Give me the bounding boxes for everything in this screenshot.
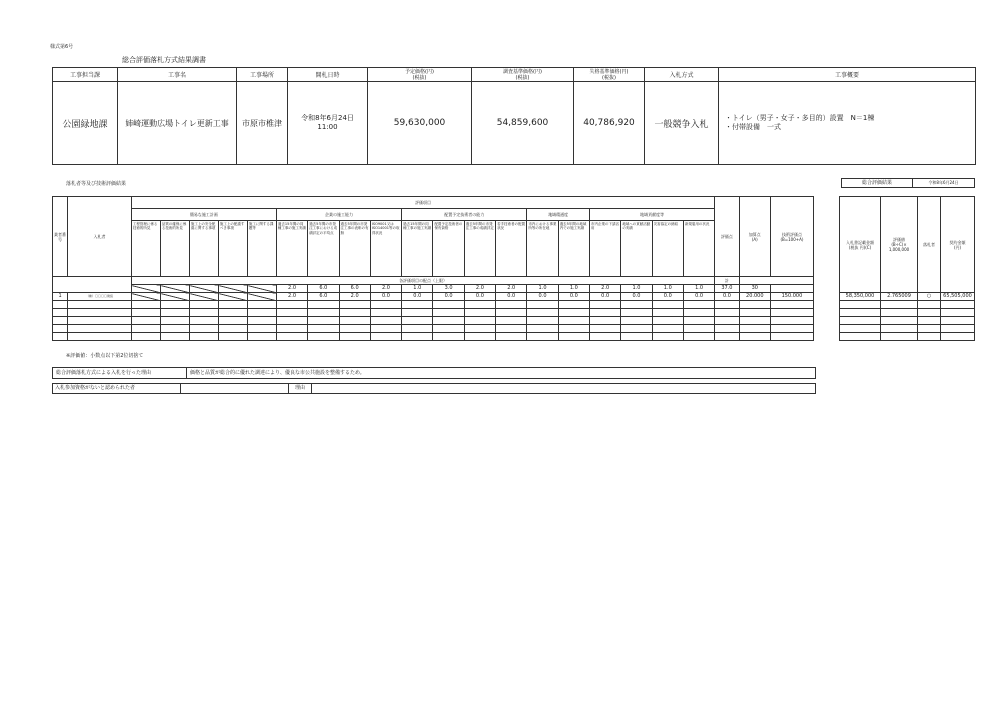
max-value: 2.0 xyxy=(464,285,495,293)
invalid-reason-label: 理由 xyxy=(289,384,312,393)
col-disq-price-header: 失格基準価格(円) (税抜) xyxy=(574,68,645,82)
criterion: 新規雇用の状況 xyxy=(683,221,714,277)
criterion: 施工に関する課題等 xyxy=(247,221,276,277)
criterion: 地域への貢献活動の実績 xyxy=(621,221,652,277)
group-local-contribution: 地域貢献度等 xyxy=(590,209,715,221)
col-place-header: 工事場所 xyxy=(237,68,288,82)
bidder-tech: 150.000 xyxy=(770,293,813,301)
invalid-name-cell xyxy=(181,384,289,393)
bidder-value: 0.0 xyxy=(496,293,527,301)
max-value: 6.0 xyxy=(308,285,339,293)
bidder-value: 0.0 xyxy=(652,293,683,301)
method-value: 一般競争入札 xyxy=(645,82,719,165)
amount-value: 58,350,000 xyxy=(840,293,881,301)
criterion: 施工上の配慮すべき事項 xyxy=(218,221,247,277)
table-row xyxy=(53,317,814,325)
reason-text: 価格と品質が総合的に優れた調達により、優良な市公共施設を整備するため。 xyxy=(190,370,365,376)
bidder-value: 2.0 xyxy=(339,293,370,301)
work-name-value: 姉崎運動広場トイレ更新工事 xyxy=(118,82,237,165)
col-survey-price-header: 調査基準価格(円) (税抜) xyxy=(472,68,574,82)
result-label-box xyxy=(841,178,975,188)
reason-box xyxy=(52,367,816,379)
criterion: 過去5年間の地域内での施工実績 xyxy=(558,221,589,277)
bidder-value: 0.0 xyxy=(402,293,433,301)
bidder-value: 2.0 xyxy=(276,293,307,301)
winner-mark: ○ xyxy=(918,293,941,301)
criterion: 過去15年間の同種工事の施工実績 xyxy=(276,221,307,277)
reason-label: 総合評価落札方式による入札を行った理由 xyxy=(53,368,187,378)
col-method-header: 入札方式 xyxy=(645,68,719,82)
summary-value: ・トイレ（男子・女子・多目的）設置 N＝1棟 ・付帯設備 一式 xyxy=(719,82,976,165)
result-date: 令和8年6月24日 xyxy=(928,180,959,185)
table-row xyxy=(840,309,975,317)
total-label: 計 xyxy=(715,277,739,285)
invalid-reason-cell xyxy=(312,384,815,393)
score-header: 評価点 xyxy=(715,197,739,277)
eval-items-header: 評価項目 xyxy=(131,197,714,209)
max-values-row xyxy=(53,285,814,293)
slash-cell xyxy=(131,293,160,301)
bidder-value: 0.0 xyxy=(527,293,558,301)
slash-cell xyxy=(189,293,218,301)
contract-value: 65,505,000 xyxy=(941,293,975,301)
criterion: 配置予定技術者の保有資格 xyxy=(433,221,464,277)
slash-cell xyxy=(131,285,160,293)
group-local-knowledge: 地域精通度 xyxy=(527,209,590,221)
bidder-total: 0.0 xyxy=(715,293,739,301)
slash-cell xyxy=(189,285,218,293)
form-number: 様式第6号 xyxy=(50,44,74,50)
bidder-value: 0.0 xyxy=(621,293,652,301)
max-value: 1.0 xyxy=(527,285,558,293)
criterion: 災害協定の締結 xyxy=(652,221,683,277)
max-value: 1.0 xyxy=(683,285,714,293)
criterion: 市内企業の下請活用 xyxy=(590,221,621,277)
criterion: 過去5年間の市発注工事の表彰の有無 xyxy=(339,221,370,277)
eval-value: 2.765009 xyxy=(881,293,918,301)
planned-price-value: 59,630,000 xyxy=(368,82,472,165)
bidder-value: 0.0 xyxy=(433,293,464,301)
bidder-no-header: 業者番号 xyxy=(53,197,68,277)
bidder-value: 0.0 xyxy=(558,293,589,301)
col-dept-header: 工事担当課 xyxy=(53,68,118,82)
criterion: 若手技術者の配置状況 xyxy=(496,221,527,277)
criterion: 市内における事業所等の所在地 xyxy=(527,221,558,277)
max-value: 1.0 xyxy=(402,285,433,293)
eval-section-title: 落札者等及び技術評価結果 xyxy=(66,181,127,187)
slash-cell xyxy=(247,293,276,301)
max-value: 1.0 xyxy=(652,285,683,293)
max-value: 2.0 xyxy=(276,285,307,293)
max-value: 2.0 xyxy=(590,285,621,293)
amount-header: 入札書記載金額 (税抜 円)(C) xyxy=(840,197,881,293)
place-value: 市原市椎津 xyxy=(237,82,288,165)
eval-table xyxy=(52,196,814,341)
dept-value: 公園緑地課 xyxy=(53,82,118,165)
bidder-no: 1 xyxy=(53,293,68,301)
criterion: 過去15年間の同種工事の施工実績 xyxy=(402,221,433,277)
table-row xyxy=(840,317,975,325)
invalid-label: 入札参加資格がないと認められた者 xyxy=(53,384,181,393)
table-row xyxy=(840,325,975,333)
criterion: 品質の確保に係る技術的所見 xyxy=(160,221,189,277)
header-table xyxy=(52,67,976,165)
max-value: 2.0 xyxy=(370,285,401,293)
document-title: 総合評価落札方式結果調書 xyxy=(122,56,206,64)
eval-value-header: 評価値 (B÷C)× 1,000,000 xyxy=(881,197,918,293)
max-value: 1.0 xyxy=(621,285,652,293)
bidder-value: 0.0 xyxy=(683,293,714,301)
result-table xyxy=(839,196,975,341)
bidder-value: 6.0 xyxy=(308,293,339,301)
blank-cell xyxy=(770,285,813,293)
table-row xyxy=(53,301,814,309)
criterion: ISO9001又はISO14001等の取得状況 xyxy=(370,221,401,277)
bidder-value: 0.0 xyxy=(464,293,495,301)
slash-cell xyxy=(218,293,247,301)
table-row xyxy=(53,325,814,333)
bidder-add: 20.000 xyxy=(739,293,770,301)
contract-header: 契約金額 (円) xyxy=(941,197,975,293)
disq-price-value: 40,786,920 xyxy=(574,82,645,165)
bidder-value: 0.0 xyxy=(370,293,401,301)
table-row xyxy=(840,333,975,341)
bidder-value: 0.0 xyxy=(590,293,621,301)
bidder-header: 入札者 xyxy=(68,197,132,277)
table-row xyxy=(840,293,975,301)
add-score-header: 加算点 (A) xyxy=(739,197,770,277)
datetime-value: 令和8年6月24日 11:00 xyxy=(288,82,368,165)
criterion: 過去5年間の市発注工事における成績評定の平均点 xyxy=(308,221,339,277)
table-row xyxy=(53,309,814,317)
max-value: 2.0 xyxy=(496,285,527,293)
col-summary-header: 工事概要 xyxy=(719,68,976,82)
winner-header: 落札者 xyxy=(918,197,941,293)
blank-cell xyxy=(739,277,813,285)
max-value: 1.0 xyxy=(558,285,589,293)
criterion: 過去5年間の市発注工事の成績評定 xyxy=(464,221,495,277)
max-value: 6.0 xyxy=(339,285,370,293)
slash-cell xyxy=(218,285,247,293)
table-row xyxy=(840,301,975,309)
group-company-ability: 企業の施工能力 xyxy=(276,209,401,221)
max-score-label: 各評価項目の配点（上限） xyxy=(131,277,714,285)
blank-cell xyxy=(53,285,132,293)
result-label: 総合評価結果 xyxy=(842,179,913,187)
max-value: 3.0 xyxy=(433,285,464,293)
col-planned-price-header: 予定価格(円) (税抜) xyxy=(368,68,472,82)
invalid-box xyxy=(52,383,816,394)
group-engineer-ability: 配置予定技術者の能力 xyxy=(402,209,527,221)
rounding-note: ※評価値：小数点以下第2位切捨て xyxy=(66,353,144,359)
slash-cell xyxy=(160,285,189,293)
criterion: 工程管理に係る技術的所見 xyxy=(131,221,160,277)
table-row xyxy=(53,293,814,301)
bidder-name: （株）〇〇〇〇建設 xyxy=(68,293,132,301)
max-add: 30 xyxy=(739,285,770,293)
col-name-header: 工事名 xyxy=(118,68,237,82)
blank-cell xyxy=(53,277,132,285)
tech-score-header: 技術評価点 (B=100+A) xyxy=(770,197,813,277)
table-row xyxy=(53,333,814,341)
max-total: 37.0 xyxy=(715,285,739,293)
criterion: 施工上の安全配慮に関する事項 xyxy=(189,221,218,277)
group-simple-plan: 簡易な施工計画 xyxy=(131,209,276,221)
survey-price-value: 54,859,600 xyxy=(472,82,574,165)
slash-cell xyxy=(160,293,189,301)
col-datetime-header: 開札日時 xyxy=(288,68,368,82)
slash-cell xyxy=(247,285,276,293)
